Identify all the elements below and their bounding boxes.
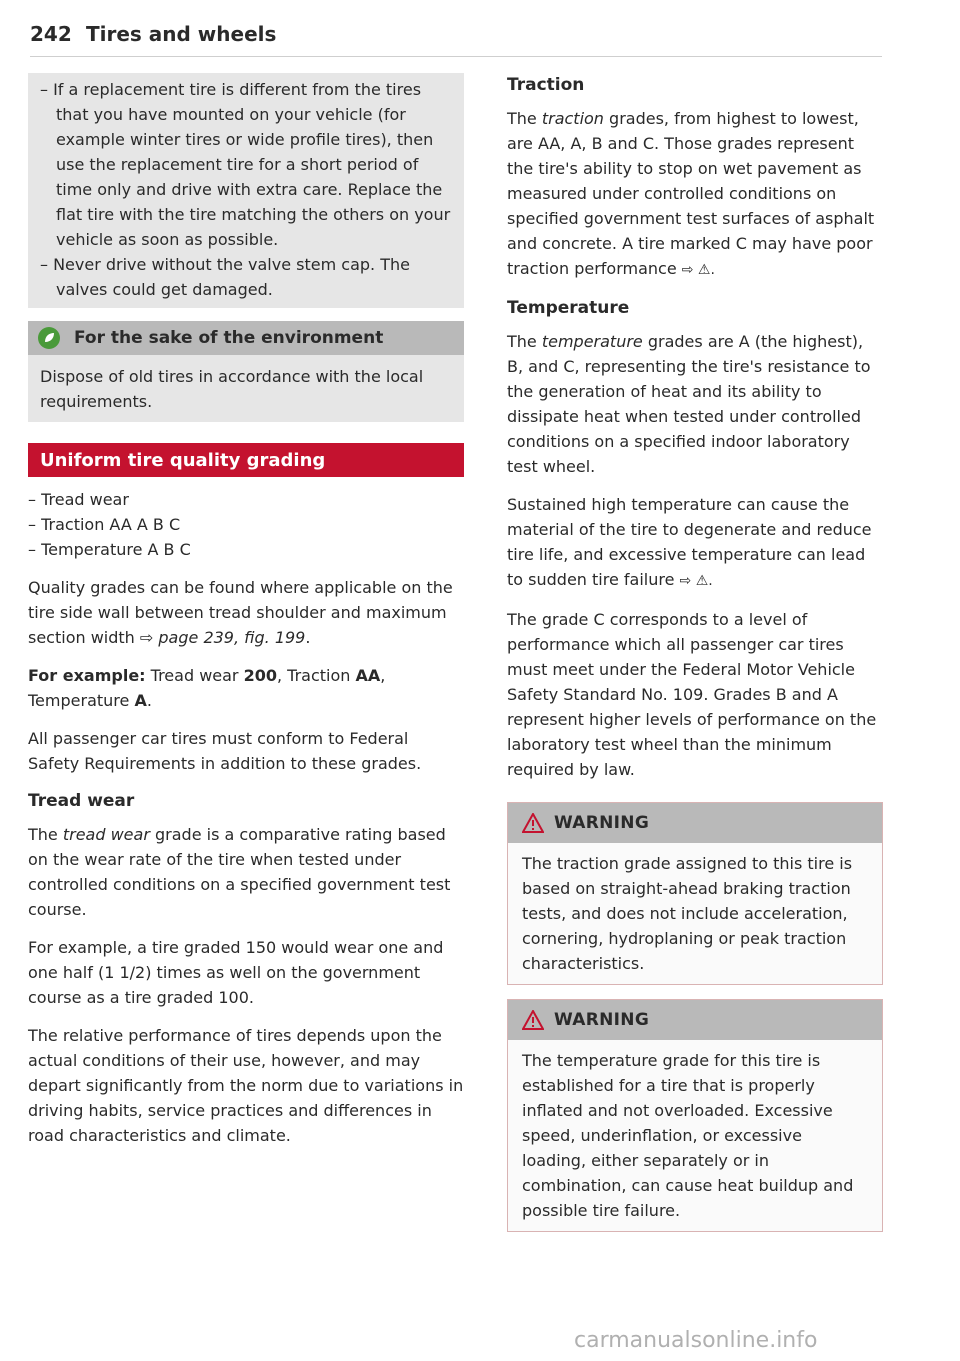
tread-performance-paragraph: The relative performance of tires depends upon the actual conditions of their use, however, and may depart significantly from the norm due to variations in driving habits, service practices and differences in road characteristics and climate. xyxy=(28,1026,464,1145)
list-item: – If a replacement tire is different from the tires that you have mounted on your vehicle (for example winter tires or wide profile tires), then use the replacement tire for a short period of time only and drive with extra care. Replace the flat tire with the tire matching the others on your vehicle as soon as possible. xyxy=(40,80,451,249)
tread-wear-paragraph: The tread wear grade is a comparative rating based on the wear rate of the tire when tested under controlled conditions on a specified government test course. xyxy=(28,825,451,919)
temperature-heading: Temperature xyxy=(507,298,630,318)
warning-title: WARNING xyxy=(554,1010,650,1030)
environment-note-body: Dispose of old tires in accordance with the local requirements. xyxy=(40,367,424,411)
warning-header xyxy=(508,803,882,843)
list-item: – Temperature A B C xyxy=(28,540,191,559)
grade-c-paragraph: The grade C corresponds to a level of performance which all passenger car tires must meet under the Federal Motor Vehicle Safety Standard No. 109. Grades B and A represent higher levels of performance on the laboratory test wheel than the minimum required by law. xyxy=(507,610,877,779)
temperature-paragraph: The temperature grades are A (the highest), B, and C, representing the tire's resistance to the generation of heat and its ability to dissipate heat when tested under controlled conditions on a specified indoor laboratory test wheel. xyxy=(507,332,871,476)
environment-note-header xyxy=(28,321,464,355)
warning-triangle-icon xyxy=(522,1010,544,1030)
warning-reference-link[interactable]: ⇨ ⚠. xyxy=(679,573,713,589)
right-column xyxy=(507,73,883,1232)
quality-paragraph: Quality grades can be found where applicable on the tire side wall between tread shoulder and maximum section width ⇨ page 239, fig. 199. xyxy=(28,578,453,647)
watermark: carmanualsonline.info xyxy=(574,1328,818,1353)
replacement-tire-notes xyxy=(28,73,464,308)
page-header xyxy=(30,22,882,57)
warning-box-temperature xyxy=(507,999,883,1232)
traction-paragraph: The traction grades, from highest to lowest, are AA, A, B and C. Those grades represent the tire's ability to stop on wet pavement as measured under controlled conditions on specified government test surfaces of asphalt and concrete. A tire marked C may have poor traction performance ⇨ ⚠. xyxy=(507,109,875,278)
leaf-icon xyxy=(38,327,60,349)
warning-header xyxy=(508,1000,882,1040)
list-item: – Traction AA A B C xyxy=(28,515,181,534)
warning-text: The temperature grade for this tire is established for a tire that is properly inflated and not overloaded. Excessive speed, underinflation, or excessive loading, either separately or in combination, can cause heat buildup and possible tire failure. xyxy=(522,1051,854,1220)
warning-box-traction xyxy=(507,802,883,985)
uniform-grading-heading: Uniform tire quality grading xyxy=(28,443,464,477)
environment-note-title: For the sake of the environment xyxy=(74,328,384,348)
high-temperature-paragraph: Sustained high temperature can cause the material of the tire to degenerate and reduce tire life, and excessive temperature can lead to sudden tire failure ⇨ ⚠. xyxy=(507,495,872,589)
conform-paragraph: All passenger car tires must conform to Federal Safety Requirements in addition to these grades. xyxy=(28,729,422,773)
page-number: 242 xyxy=(30,22,72,46)
section-title: Tires and wheels xyxy=(86,22,277,46)
environment-note xyxy=(28,321,464,422)
warning-reference-link[interactable]: ⇨ ⚠. xyxy=(681,262,715,278)
example-paragraph: For example: Tread wear 200, Traction AA, Temperature A. xyxy=(28,666,386,710)
traction-heading: Traction xyxy=(507,75,585,95)
list-item: – Never drive without the valve stem cap. The valves could get damaged. xyxy=(40,255,410,299)
tread-wear-heading: Tread wear xyxy=(28,791,135,811)
list-item: – Tread wear xyxy=(28,490,129,509)
tread-example-paragraph: For example, a tire graded 150 would wear one and one half (1 1/2) times as well on the government course as a tire graded 100. xyxy=(28,938,444,1007)
left-column xyxy=(28,73,464,1148)
warning-text: The traction grade assigned to this tire is based on straight-ahead braking traction tests, and does not include acceleration, cornering, hydroplaning or peak traction characteristics. xyxy=(522,854,853,973)
grade-list xyxy=(28,487,464,562)
warning-title: WARNING xyxy=(554,813,650,833)
page-reference-link[interactable]: ⇨ page 239, fig. 199 xyxy=(139,628,306,647)
warning-triangle-icon xyxy=(522,813,544,833)
